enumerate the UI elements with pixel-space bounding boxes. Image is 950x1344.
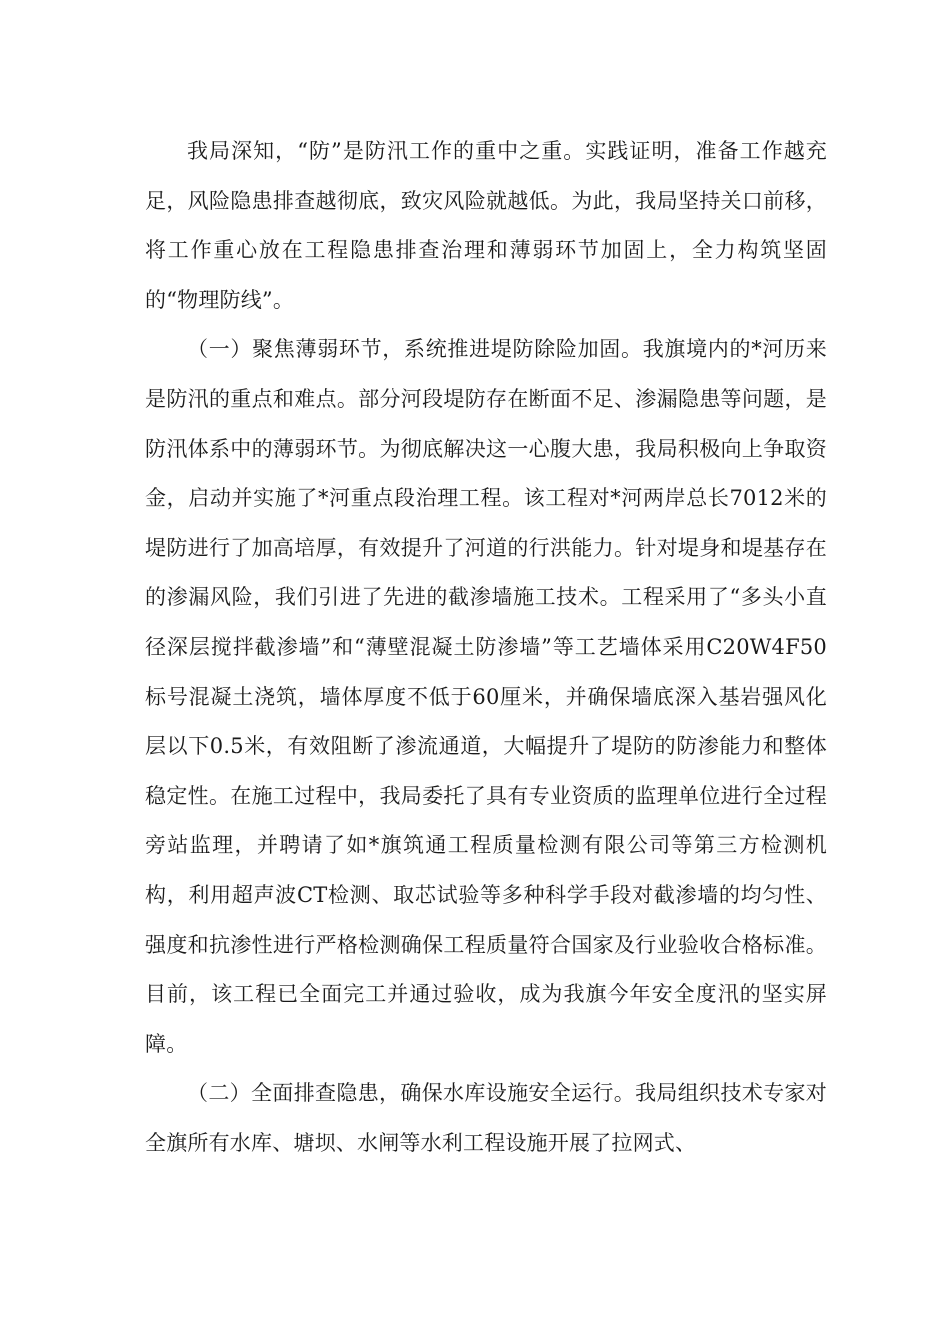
document-body [145,127,827,1168]
paragraph-section-2: （二）全面排查隐患，确保水库设施安全运行。我局组织技术专家对全旗所有水库、塘坝、水闸等水利工程设施开展了拉网式、 [145,1081,827,1155]
paragraph-section-1: （一）聚焦薄弱环节，系统推进堤防除险加固。我旗境内的*河历来是防汛的重点和难点。部分河段堤防存在断面不足、渗漏隐患等问题，是防汛体系中的薄弱环节。为彻底解决这一心腹大患，我局积极向上争取资金，启动并实施了*河重点段治理工程。该工程对*河两岸总长7012米的堤防进行了加高培厚，有效提升了河道的行洪能力。针对堤身和堤基存在的渗漏风险，我们引进了先进的截渗墙施工技术。工程采用了“多头小直径深层搅拌截渗墙”和“薄壁混凝土防渗墙”等工艺墙体采用C20W4F50标号混凝土浇筑，墙体厚度不低于60厘米，并确保墙底深入基岩强风化层以下0.5米，有效阻断了渗流通道，大幅提升了堤防的防渗能力和整体稳定性。在施工过程中，我局委托了具有专业资质的监理单位进行全过程旁站监理，并聘请了如*旗筑通工程质量检测有限公司等第三方检测机构，利用超声波CT检测、取芯试验等多种科学手段对截渗墙的均匀性、强度和抗渗性进行严格检测确保工程质量符合国家及行业验收合格标准。目前，该工程已全面完工并通过验收，成为我旗今年安全度汛的坚实屏障。 [145,337,827,1056]
paragraph-intro: 我局深知，“防”是防汛工作的重中之重。实践证明，准备工作越充足，风险隐患排查越彻底，致灾风险就越低。为此，我局坚持关口前移，将工作重心放在工程隐患排查治理和薄弱环节加固上，全力构筑坚固的“物理防线”。 [145,139,827,312]
